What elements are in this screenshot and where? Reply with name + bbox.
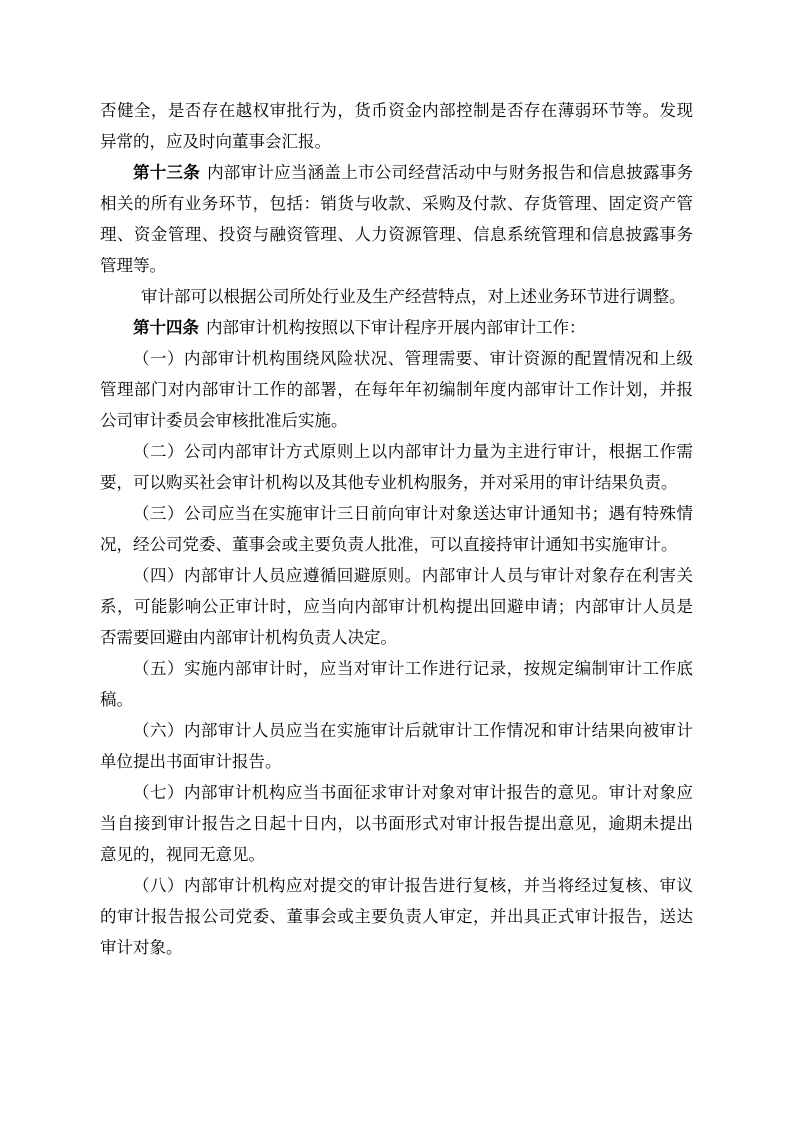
paragraph-text: （一）内部审计机构围绕风险状况、管理需要、审计资源的配置情况和上级管理部门对内部审计工作的部署，在每年年初编制年度内部审计工作计划，并报公司审计委员会审核批准后实施。 xyxy=(100,349,693,430)
paragraph-continuation xyxy=(100,95,693,157)
item-3-paragraph xyxy=(100,498,693,560)
article-14-paragraph xyxy=(100,312,693,343)
article-13-number: 第十三条 xyxy=(133,163,201,182)
item-7-paragraph xyxy=(100,777,693,870)
paragraph-text: （七）内部审计机构应当书面征求审计对象对审计报告的意见。审计对象应当自接到审计报告之日起十日内，以书面形式对审计报告提出意见，逾期未提出意见的，视同无意见。 xyxy=(100,783,693,864)
item-6-paragraph xyxy=(100,715,693,777)
paragraph-text: 否健全，是否存在越权审批行为，货币资金内部控制是否存在薄弱环节等。发现异常的，应及时向董事会汇报。 xyxy=(100,101,693,151)
paragraph-text: 内部审计机构按照以下审计程序开展内部审计工作： xyxy=(206,318,586,337)
paragraph-text: （三）公司应当在实施审计三日前向审计对象送达审计通知书；遇有特殊情况，经公司党委、董事会或主要负责人批准，可以直接持审计通知书实施审计。 xyxy=(100,504,693,554)
item-5-paragraph xyxy=(100,653,693,715)
item-4-paragraph xyxy=(100,560,693,653)
paragraph-text: 内部审计应当涵盖上市公司经营活动中与财务报告和信息披露事务相关的所有业务环节，包括：销货与收款、采购及付款、存货管理、固定资产管理、资金管理、投资与融资管理、人力资源管理、信息系统管理和信息披露事务管理等。 xyxy=(100,163,693,275)
paragraph-text: 审计部可以根据公司所处行业及生产经营特点，对上述业务环节进行调整。 xyxy=(141,287,686,306)
article-14-number: 第十四条 xyxy=(133,318,199,337)
document-body xyxy=(100,0,693,963)
item-8-paragraph xyxy=(100,870,693,963)
paragraph-text: （五）实施内部审计时，应当对审计工作进行记录，按规定编制审计工作底稿。 xyxy=(100,659,693,709)
paragraph-text: （四）内部审计人员应遵循回避原则。内部审计人员与审计对象存在利害关系，可能影响公正审计时，应当向内部审计机构提出回避申请；内部审计人员是否需要回避由内部审计机构负责人决定。 xyxy=(100,566,693,647)
paragraph-text: （六）内部审计人员应当在实施审计后就审计工作情况和审计结果向被审计单位提出书面审计报告。 xyxy=(100,721,693,771)
paragraph-text: （二）公司内部审计方式原则上以内部审计力量为主进行审计，根据工作需要，可以购买社会审计机构以及其他专业机构服务，并对采用的审计结果负责。 xyxy=(100,442,693,492)
item-2-paragraph xyxy=(100,436,693,498)
audit-dept-note-paragraph xyxy=(100,281,693,312)
paragraph-text: （八）内部审计机构应对提交的审计报告进行复核，并当将经过复核、审议的审计报告报公司党委、董事会或主要负责人审定，并出具正式审计报告，送达审计对象。 xyxy=(100,876,693,957)
article-13-paragraph xyxy=(100,157,693,281)
item-1-paragraph xyxy=(100,343,693,436)
